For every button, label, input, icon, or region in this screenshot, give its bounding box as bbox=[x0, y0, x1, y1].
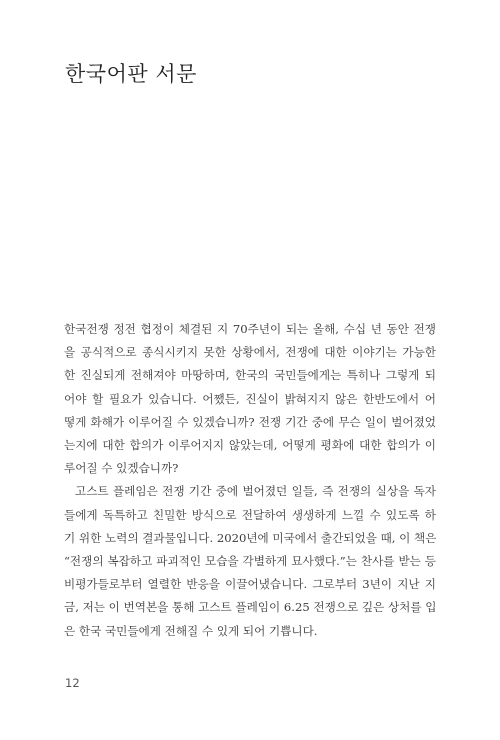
paragraph-1 bbox=[64, 318, 436, 480]
text-line: 은 한국 국민들에게 전해질 수 있게 되어 기쁩니다. bbox=[64, 623, 318, 638]
text-line: 루어질 수 있겠습니까? bbox=[64, 461, 179, 476]
text-line: 한국전쟁 정전 협정이 체결된 지 70주년이 되는 올해, 수십 년 동안 전쟁 bbox=[64, 322, 436, 336]
text-line: 비평가들로부터 열렬한 반응을 이끌어냈습니다. 그로부터 3년이 지난 지 bbox=[64, 577, 436, 592]
text-line: 한 진실되게 전해져야 마땅하며, 한국의 국민들에게는 특히나 그렇게 되 bbox=[64, 368, 436, 383]
text-line: 어야 할 필요가 있습니다. 어쨌든, 진실이 밝혀지지 않은 한반도에서 어 bbox=[64, 391, 436, 406]
text-line: 떻게 화해가 이루어질 수 있겠습니까? 전쟁 기간 중에 무슨 일이 벌어졌었 bbox=[64, 414, 436, 429]
text-line: 금, 저는 이 번역본을 통해 고스트 플레임이 6.25 전쟁으로 깊은 상처를 입 bbox=[64, 600, 437, 615]
text-line: 는지에 대한 합의가 이루어지지 않았는데, 어떻게 평화에 대한 합의가 이 bbox=[64, 438, 436, 453]
chapter-title: 한국어판 서문 bbox=[65, 62, 197, 86]
text-line: 고스트 플레임은 전쟁 기간 중에 벌어졌던 일들, 즉 전쟁의 실상을 독자 bbox=[75, 484, 436, 499]
text-line: “전쟁의 복잡하고 파괴적인 모습을 각별하게 묘사했다.”는 찬사를 받는 등 bbox=[64, 554, 436, 569]
body-text bbox=[64, 318, 436, 643]
text-line: 들에게 독특하고 친밀한 방식으로 전달하여 생생하게 느낄 수 있도록 하 bbox=[64, 507, 436, 522]
page-number: 12 bbox=[65, 676, 80, 690]
text-line: 기 위한 노력의 결과물입니다. 2020년에 미국에서 출간되었을 때, 이 책은 bbox=[64, 530, 437, 545]
paragraph-2 bbox=[64, 480, 436, 642]
text-line: 을 공식적으로 종식시키지 못한 상황에서, 전쟁에 대한 이야기는 가능한 bbox=[64, 345, 436, 360]
